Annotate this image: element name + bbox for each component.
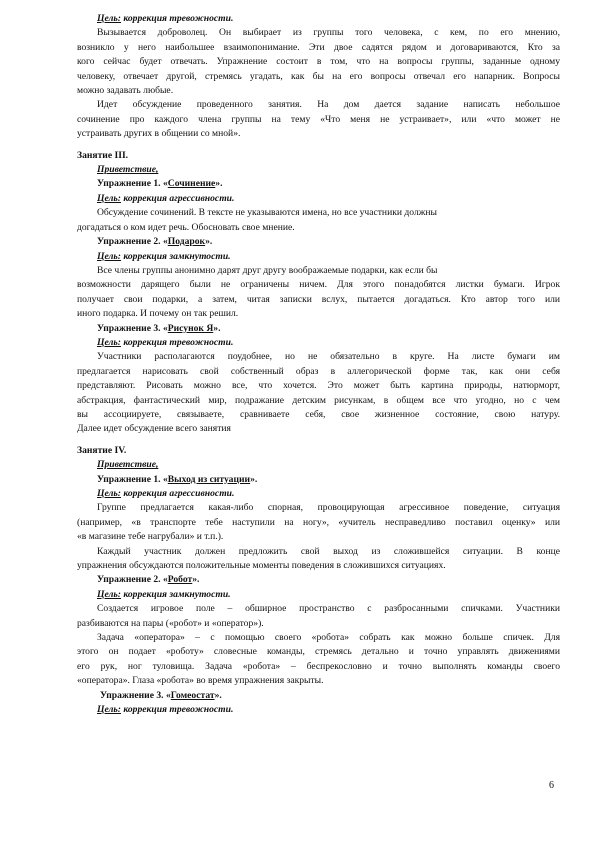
text-line: иного подарка. И почему он так решил. [77,308,239,320]
exercise-suffix: ». [214,689,222,701]
exercise-heading [77,322,560,336]
text-line: Идет обсуждение проведенного занятия. На дом дается задание написать небольшое [97,99,560,111]
text-line: возникло у него наибольшее взаимопонимание. Эти двое садятся рядом и договариваются, Кто за [77,41,560,53]
exercise-heading [77,689,560,703]
exercise-heading [77,473,560,487]
text-line: представляют. Рисовать можно все, что хочется. Это может быть картина природы, натюрморт, [77,380,560,392]
document-page [77,12,560,718]
exercise-suffix: ». [250,473,258,485]
text-line: этого он подает «роботу» словесные команды, стремясь детально и точно управлять движениями [77,646,560,658]
section-heading: Занятие IV. [77,444,127,456]
exercise-suffix: ». [192,574,200,586]
goal-text: коррекция замкнутости. [120,588,231,600]
exercise-name: Подарок [167,236,206,248]
spacer [77,437,560,444]
exercise-suffix: ». [205,236,213,248]
goal-line [77,703,560,717]
goal-label: Цель: [97,250,121,262]
paragraph [77,545,560,574]
exercise-prefix: Упражнение 3. « [100,689,171,701]
exercise-heading [77,177,560,191]
goal-label: Цель: [97,336,121,348]
text-line: (например, «в транспорте тебе наступили на ногу», «учитель несправедливо поставил оценку» или [77,516,560,528]
greeting-heading: Приветствие, [97,164,159,176]
goal-label: Цель: [97,192,121,204]
text-line: можно задавать любые. [77,85,174,97]
text-line: его рук, ног туловища. Задача «робота» – беспрекословно и точно выполнять команды своего [77,660,560,672]
goal-text: коррекция агрессивности. [120,192,235,204]
text-line: человеку, отвечает другой, стремясь угадать, как бы на его вопросы отвечал его напарник. Вопросы [77,70,560,82]
text-line: догадаться о ком идет речь. Обосновать свое мнение. [77,221,295,233]
text-line: Вызывается доброволец. Он выбирает из группы того человека, с кем, по его мнению, [97,27,560,39]
paragraph [77,98,560,141]
goal-line [77,588,560,602]
goal-line [77,250,560,264]
paragraph [77,602,560,631]
text-line: упражнения обсуждаются положительные моменты поведения в сложившихся ситуациях. [77,560,446,572]
exercise-name: Рисунок Я [167,322,214,334]
exercise-name: Сочинение [167,178,216,190]
exercise-prefix: Упражнение 2. « [97,574,168,586]
paragraph [77,26,560,98]
text-line: Каждый участник должен предложить свой выход из сложившейся ситуации. В конце [97,545,560,557]
text-line: «в магазине тебе нагрубали» и т.п.). [77,531,224,543]
goal-label: Цель: [97,588,121,600]
exercise-suffix: ». [213,322,221,334]
exercise-heading [77,235,560,249]
goal-text: коррекция тревожности. [120,336,234,348]
text-line: Создается игровое поле – обширное пространство с разбросанными спичками. Участники [97,603,560,615]
text-line: Задача «оператора» – с помощью своего «робота» собрать как можно больше спичек. Для [97,632,560,644]
exercise-prefix: Упражнение 2. « [97,236,168,248]
exercise-prefix: Упражнение 1. « [97,178,168,190]
exercise-prefix: Упражнение 3. « [97,322,168,334]
goal-text: коррекция тревожности. [120,704,234,716]
goal-text: коррекция тревожности. [120,13,234,24]
spacer [77,142,560,149]
goal-line [77,192,560,206]
text-line: возможности дарящего были не ограничены ничем. Для этого понадобятся листки бумаги. Игрок [77,279,560,291]
paragraph [77,501,560,544]
goal-label: Цель: [97,13,121,24]
goal-line [77,336,560,350]
text-line: кого сейчас будет отвечать. Упражнение состоит в том, что на вопросы группы, заданные одному [77,56,560,68]
text-line: устраивать других в общении со мной». [77,128,241,140]
text-line: предлагается нарисовать свой собственный образ в аллегорической форме так, как они себя [77,365,560,377]
text-line: «оператора». Глаза «робота» во время упражнения закрыты. [77,675,324,687]
text-line: вы ассоциируете, связываете, сравниваете себя, свое жизненное состояние, свою натуру. [77,408,560,420]
goal-text: коррекция агрессивности. [120,488,235,499]
goal-line [77,487,560,501]
paragraph [77,206,560,235]
text-line: разбиваются на пары («робот» и «оператор»). [77,617,264,629]
text-line: Далее идет обсуждение всего занятия [77,423,231,435]
text-line: Обсуждение сочинений. В тексте не указываются имена, но все участники должны [97,207,437,219]
exercise-name: Гомеостат [170,689,215,701]
exercise-prefix: Упражнение 1. « [97,473,168,485]
text-line: абстракция, фантастический мир, подражание детским рисункам, в общем все что угодно, но с чем [77,394,560,406]
text-line: Все члены группы анонимно дарят друг другу воображаемые подарки, как если бы [97,264,438,276]
exercise-name: Робот [167,574,193,586]
text-line: получает свои подарки, а затем, читая записки вслух, пытается догадаться. Кто автор того или [77,293,560,305]
paragraph [77,631,560,689]
greeting-heading: Приветствие, [97,459,159,471]
paragraph [77,264,560,322]
exercise-name: Выход из ситуации [167,473,251,485]
text-line: Группе предлагается какая-либо спорная, провоцирующая агрессивное поведение, ситуация [97,502,560,514]
page-number: 6 [549,780,554,791]
goal-line [77,12,560,26]
exercise-heading [77,573,560,587]
text-line: Участники располагаются поудобнее, но не обязательно в круге. На листе бумаги им [97,351,560,363]
text-line: сочинение про каждого члена группы на тему «Что меня не устраивает», или «что может не [77,113,560,125]
goal-label: Цель: [97,704,121,716]
goal-label: Цель: [97,488,121,499]
exercise-suffix: ». [215,178,223,190]
paragraph [77,350,560,436]
goal-text: коррекция замкнутости. [120,250,231,262]
section-heading: Занятие III. [77,149,129,161]
